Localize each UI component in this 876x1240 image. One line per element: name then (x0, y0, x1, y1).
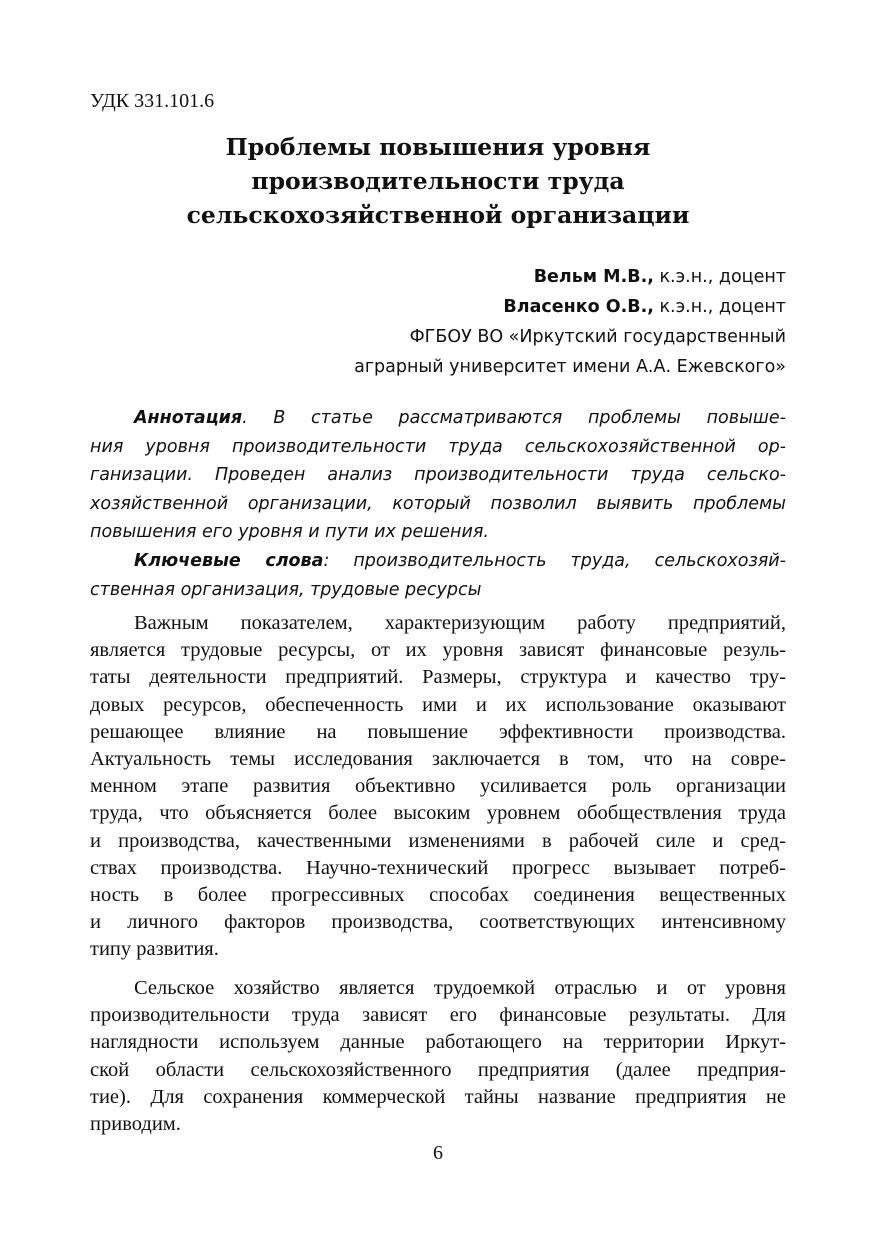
body-line: типу развития. (90, 938, 219, 961)
body-line: и личного факторов производства, соответствующих интенсивному (90, 911, 786, 934)
keywords-label: Ключевые слова (134, 550, 324, 571)
abstract-block (90, 404, 786, 604)
author-1-name: Вельм М.В., (533, 267, 654, 287)
body-line: и производства, качественными изменениями в рабочей силе и сред- (90, 829, 786, 852)
abstract-line: хозяйственной организации, который позволил выявить проблемы (90, 493, 786, 514)
body-line: довых ресурсов, обеспеченность ими и их использование оказывают (90, 693, 786, 716)
body-line: ность в более прогрессивных способах соединения вещественных (90, 884, 786, 907)
affiliation-line: аграрный университет имени А.А. Ежевского» (354, 357, 786, 377)
authors-block (90, 262, 786, 382)
body-line: таты деятельности предприятий. Размеры, структура и качество тру- (90, 666, 786, 689)
title-line: производительности труда (251, 167, 625, 195)
keywords-line: Ключевые слова: производительность труда, сельскохозяй- (134, 550, 786, 571)
body-line: решающее влияние на повышение эффективности производства. (90, 720, 786, 743)
author-1-rank: к.э.н., доцент (653, 267, 786, 287)
article-title (90, 130, 786, 232)
abstract-line: Аннотация. В статье рассматриваются проблемы повыше- (134, 408, 786, 428)
body-line: Актуальность темы исследования заключается в том, что на совре- (90, 748, 786, 771)
author-2 (90, 292, 786, 322)
body-line: ствах производства. Научно-технический прогресс вызывает потреб- (90, 856, 786, 879)
abstract-line: ния уровня производительности труда сельскохозяйственной ор- (90, 436, 786, 457)
abstract-line: ганизации. Проведен анализ производительности труда сельско- (90, 465, 786, 486)
abstract-label: Аннотация (134, 408, 243, 428)
keywords-line: ственная организация, трудовые ресурсы (90, 579, 482, 600)
body-line: является трудовые ресурсы, от их уровня зависят финансовые резуль- (90, 639, 786, 662)
author-2-name: Власенко О.В., (503, 297, 654, 317)
title-line: сельскохозяйственной организации (186, 201, 690, 229)
author-2-rank: к.э.н., доцент (653, 297, 786, 317)
paragraph-2 (90, 975, 786, 1138)
udk-code: УДК 331.101.6 (90, 90, 215, 112)
page-number: 6 (433, 1142, 443, 1164)
abstract-line: повышения его уровня и пути их решения. (90, 522, 489, 543)
body-line: ской области сельскохозяйственного предприятия (далее предприя- (90, 1058, 786, 1081)
body-line: приводим. (90, 1113, 181, 1136)
body-line: производительности труда зависят его финансовые результаты. Для (90, 1004, 786, 1027)
author-1 (90, 262, 786, 292)
body-line: Важным показателем, характеризующим работу предприятий, (134, 612, 786, 634)
paragraph-1 (90, 610, 786, 964)
body-line: Сельское хозяйство является трудоемкой отраслью и от уровня (134, 977, 786, 999)
body-line: труда, что объясняется более высоким уровнем обобществления труда (90, 802, 786, 825)
body-line: наглядности используем данные работающего на территории Иркут- (90, 1031, 786, 1054)
body-line: менном этапе развития объективно усиливается роль организации (90, 775, 786, 798)
title-line: Проблемы повышения уровня (225, 133, 651, 161)
affiliation-line: ФГБОУ ВО «Иркутский государственный (409, 327, 786, 347)
body-line: тие). Для сохранения коммерческой тайны название предприятия не (90, 1085, 786, 1108)
